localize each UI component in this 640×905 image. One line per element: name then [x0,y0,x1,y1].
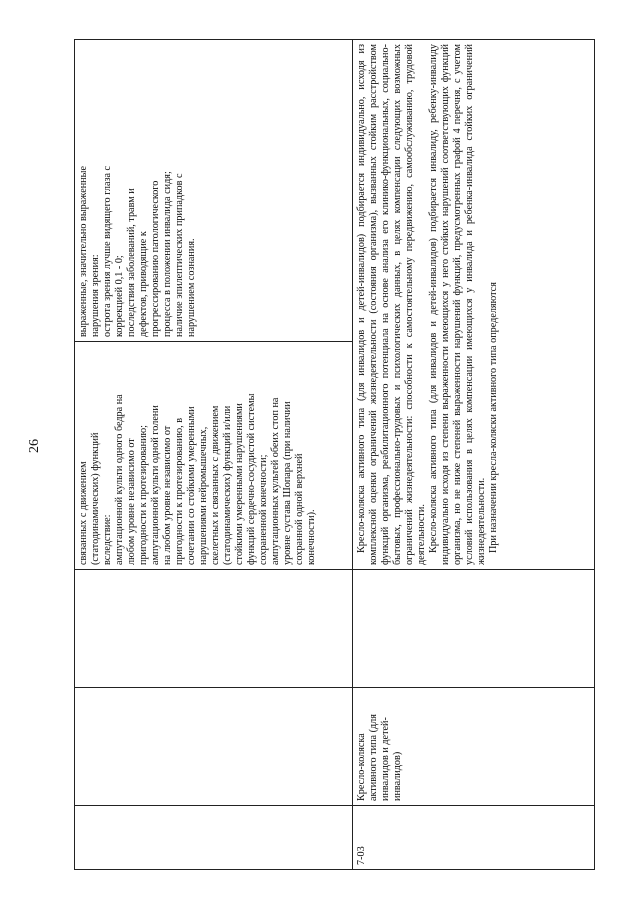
text-line: скелетных и связанных с движением [210,405,221,565]
text-line: нарушением сознания. [186,238,197,337]
paragraph: Кресло-коляска активного типа (для инвалидов и детей-инвалидов) подбирается инвалиду, ребенку-инвалиду индивидуально исходя из степени выраженности имеющихся у него стойких нарушений соответствующих функций организма, но не ниже степеней выраженности нарушений функций, предусмотренных графой 4 перечня, с учетом условий использования в целях компенсации имеющихся у инвалида и ребенка-инвалида стойких ограничений жизнедеятельности. [428,44,487,565]
text-line: процесса в положении инвалида сидя; [162,171,173,337]
text-line: нарушениями нейромышечных, [198,426,209,565]
cell-indications [75,342,353,570]
text-line: ампутационной культи одной голени [150,405,161,565]
table-row [353,40,595,870]
cell-name [75,688,353,806]
text-line: сохранной одной верхней [294,453,305,565]
document-table [74,39,595,870]
cell-col3 [75,570,353,688]
text-line: уровне сустава Шопара (при наличии [282,401,293,565]
text-line: (статодинамических) функций и/или [222,405,233,565]
text-line: пригодности к протезированию; [138,425,149,565]
text-line: вследствие: [102,514,113,565]
text-line: связанных с движением [78,461,89,565]
cell-name: Кресло-коляска активного типа (для инвалидов и детей-инвалидов) [353,688,595,806]
text-line: острота зрения лучше видящего глаза с [102,165,113,337]
text-line: конечности). [306,509,317,565]
text-line: коррекцией 0,1 - 0; [114,255,125,337]
text-line: нарушения зрения: [90,254,101,337]
text-line: на любом уровне независимо от [162,425,173,565]
text-line: выраженные, значительно выраженные [78,166,89,337]
cell-code [75,806,353,870]
page-number: 26 [27,439,42,453]
text-line: сочетании со стойкими умеренными [186,406,197,565]
text-line: пригодности к протезированию, в [174,417,185,565]
text-line: любом уровне независимо от [126,438,137,565]
paragraph: Кресло-коляска активного типа (для инвалидов и детей-инвалидов) подбирается индивидуально, исходя из комплексной оценки ограничений жизнедеятельности (состояния организма), вызванных стойким расстройством функций организма, реабилитационного потенциала на основе анализа его клинико-функциональных, социально-бытовых, профессионально-трудовых и психологических данных, в целях компенсации следующих возможных ограничений жизнедеятельности: способности к самостоятельному передвижению, самообслуживанию, трудовой деятельности. [356,44,427,565]
paragraph: При назначении кресла-коляски активного типа определяются [488,282,499,553]
cell-contraindications [75,40,353,342]
cell-code: 7-03 [353,806,595,870]
text-line: стойкими умеренными нарушениями [234,403,245,565]
cell-col3 [353,570,595,688]
text-line: ампутационной культи одного бедра на [114,394,125,565]
text-line: функций сердечно-сосудистой системы [246,393,257,565]
text-line: наличие эпилептических припадков с [174,173,185,337]
text-line: последствия заболеваний, травм и [126,188,137,337]
text-line: (статодинамических) функций [90,432,101,565]
cell-selection-description [353,40,595,570]
text-line: сохраненной конечности; [258,454,269,565]
table-row [75,40,353,870]
text-line: прогрессированию патологического [150,180,161,337]
text-line: дефектов, приводящие к [138,231,149,337]
rotated-table-sheet [74,40,594,870]
text-line: ампутационных культей обеих стоп на [270,397,281,565]
